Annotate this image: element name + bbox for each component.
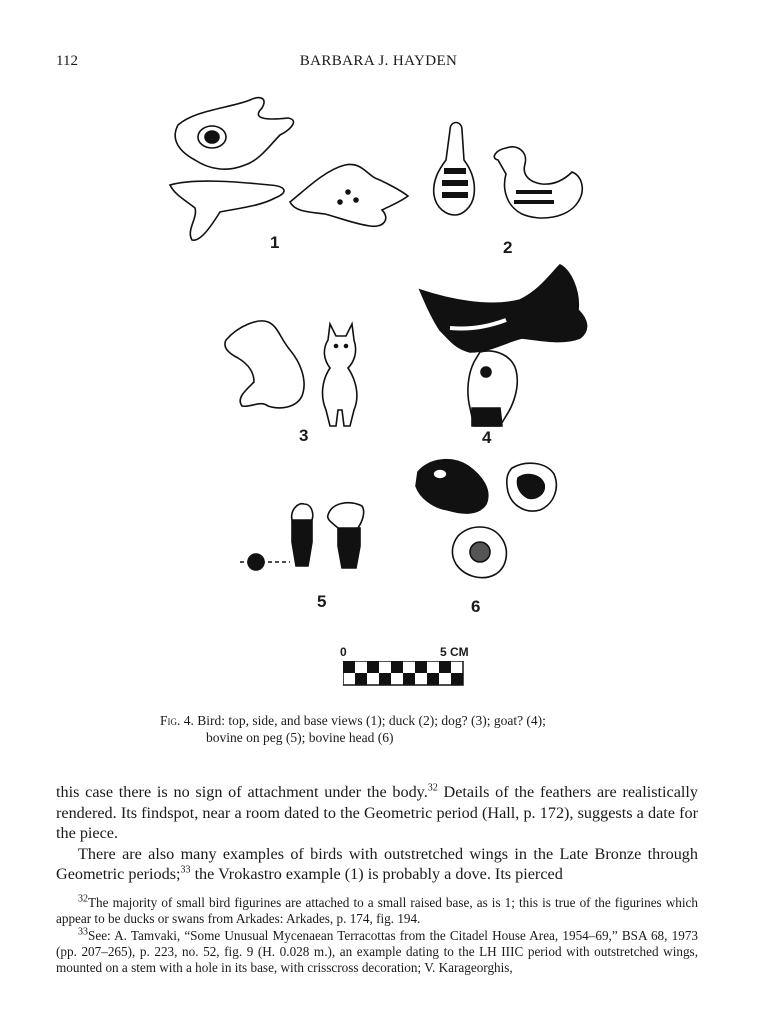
paragraph-1-part-a: this case there is no sign of attachment under the body. [56, 783, 428, 801]
footnote-33 [56, 928, 698, 977]
paragraph-2 [56, 844, 698, 885]
footnote-text: See: A. Tamvaki, “Some Unusual Mycenaean Terracottas from the Citadel House Area, 1954–69,” BSA 68, 1973 (pp. 207–265), p. 223, no. 52, fig. 9 (H. 0.028 m.), an example dating to the LH IIIC period with outstretched wings, mounted on a stem with a hole in its base, with crisscross decoration; V. Karageorghis, [56, 927, 698, 976]
goat-horns-drawing [420, 265, 587, 352]
paragraph-2-part-b: the Vrokastro example (1) is probably a dove. Its pierced [190, 865, 563, 883]
caption-line-1: Bird: top, side, and base views (1); duck (2); dog? (3); goat? (4); [197, 713, 546, 728]
page-number: 112 [56, 53, 78, 69]
bovine-peg-side-drawing [240, 504, 313, 570]
figure-caption [160, 712, 630, 746]
footnote-ref-33[interactable]: 33 [180, 864, 191, 876]
footnote-text: The majority of small bird figurines are attached to a small raised base, as is 1; this is true of the figurines which appear to be ducks or swans from Arkades: Arkades, p. 174, fig. 194. [56, 895, 698, 927]
paragraph-1 [56, 782, 698, 844]
dog-front-drawing [323, 324, 357, 426]
bovine-head-side-drawing [416, 460, 488, 513]
goat-head-drawing [468, 351, 517, 426]
duck-side-drawing [494, 147, 582, 218]
figure-label-6: 6 [471, 597, 481, 616]
bovine-head-base-drawing [452, 527, 506, 578]
caption-label: Fig. 4. [160, 713, 194, 728]
bird-side-view-drawing [170, 181, 284, 240]
footnote-number: 33 [78, 926, 88, 938]
bird-top-view-drawing [175, 98, 293, 170]
body-text [56, 782, 698, 885]
footnote-number: 32 [78, 893, 88, 905]
bird-base-view-drawing [290, 164, 408, 226]
paragraph-1-part-b: Details of the feathers are realistically rendered. Its findspot, near a room dated to the Geometric period (Hall, p. 172), suggests a date for the piece. [56, 783, 698, 842]
scale-bar-graphic [343, 661, 465, 687]
scale-zero-label: 0 [340, 645, 347, 659]
bovine-head-front-drawing [507, 463, 557, 511]
figure-label-3: 3 [299, 426, 309, 445]
caption-line-2: bovine on peg (5); bovine head (6) [206, 730, 394, 745]
running-head: BARBARA J. HAYDEN [299, 53, 458, 69]
scale-end-label: 5 CM [440, 645, 469, 659]
figure-label-5: 5 [317, 592, 327, 611]
paragraph-2-part-a: There are also many examples of birds with outstretched wings in the Late Bronze through Geometric periods; [56, 844, 698, 883]
figure-label-4: 4 [482, 428, 492, 447]
figure-4-drawings [150, 90, 610, 690]
scale-bar [330, 645, 480, 695]
duck-front-drawing [434, 123, 475, 216]
figure-label-2: 2 [503, 238, 513, 257]
footnote-32 [56, 895, 698, 928]
footnote-ref-32[interactable]: 32 [427, 782, 438, 794]
figure-label-1: 1 [270, 233, 280, 252]
dog-side-drawing [225, 321, 304, 408]
footnotes [56, 895, 698, 976]
bovine-peg-front-drawing [328, 503, 364, 568]
